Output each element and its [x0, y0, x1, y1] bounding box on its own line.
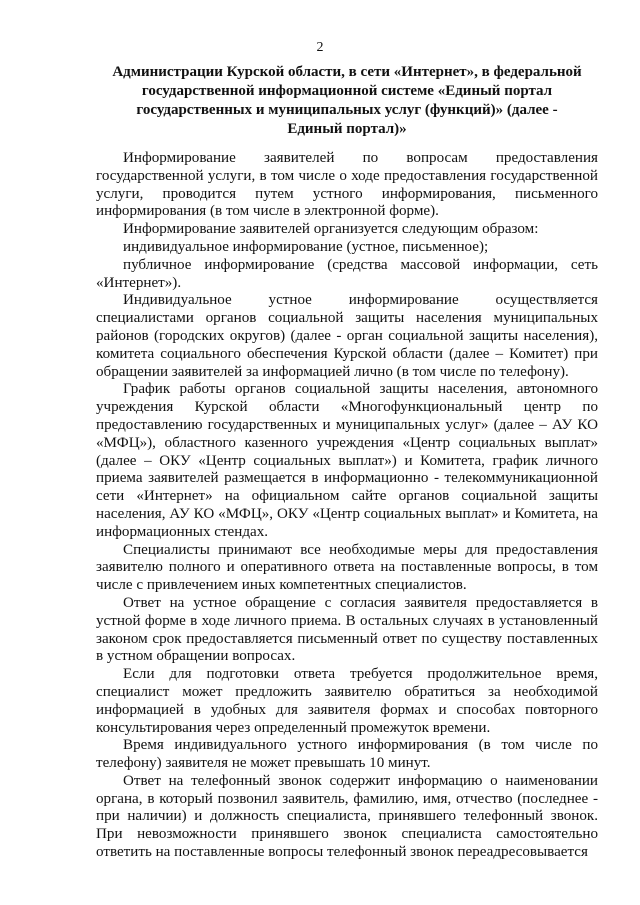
- paragraph: Ответ на телефонный звонок содержит информацию о наименовании органа, в который позвонил заявитель, фамилию, имя, отчество (последнее - при наличии) и должность специалиста, принявшего телефонный звонок. При невозможности принявшего звонок специалиста самостоятельно ответить на поставленные вопросы телефонный звонок переадресовывается: [96, 772, 598, 861]
- paragraph: публичное информирование (средства массовой информации, сеть «Интернет»).: [96, 256, 598, 291]
- paragraph: Информирование заявителей организуется следующим образом:: [123, 221, 539, 238]
- paragraph: индивидуальное информирование (устное, письменное);: [123, 238, 489, 255]
- paragraph: Индивидуальное устное информирование осуществляется специалистами органов социальной защиты населения муниципальных районов (городских округов) (далее - орган социальной защиты населения), комитета социального обеспечения Курской области (далее – Комитет) при обращении заявителей за информацией лично (в том числе по телефону).: [96, 292, 598, 380]
- page-number: 2: [316, 40, 324, 55]
- section-heading: Администрации Курской области, в сети «Интернет», в федеральной государственной информационной системе «Единый портал государственных и муниципальных услуг (функций)» (далее - Единый портал)»: [112, 64, 582, 137]
- paragraph: Время индивидуального устного информирования (в том числе по телефону) заявителя не может превышать 10 минут.: [96, 737, 598, 772]
- paragraph: Ответ на устное обращение с согласия заявителя предоставляется в устной форме в ходе личного приема. В остальных случаях в установленный законом срок предоставляется письменный ответ по существу поставленных в устном обращении вопросах.: [96, 594, 598, 665]
- paragraph: График работы органов социальной защиты населения, автономного учреждения Курской области «Многофункциональный центр по предоставлению государственных и муниципальных услуг» (далее – АУ КО «МФЦ»), областного казенного учреждения «Центр социальных выплат» (далее – ОКУ «Центр социальных выплат») и Комитета, график личного приема заявителей размещается в информационно - телекоммуникационной сети «Интернет» на официальном сайте органов социальной защиты населения, АУ КО «МФЦ», ОКУ «Центр социальных выплат» и Комитета, на информационных стендах.: [96, 381, 598, 540]
- paragraph: Если для подготовки ответа требуется продолжительное время, специалист может предложить заявителю обратиться за необходимой информацией в удобных для заявителя формах и способах повторного консультирования через определенный промежуток времени.: [96, 666, 598, 736]
- paragraph: Специалисты принимают все необходимые меры для предоставления заявителю полного и оперативного ответа на поставленные вопросы, в том числе с привлечением иных компетентных специалистов.: [96, 541, 598, 594]
- document-body: [96, 150, 598, 862]
- paragraph: Информирование заявителей по вопросам предоставления государственной услуги, в том числе о ходе предоставления государственной услуги, проводится путем устного информирования, письменного информирования (в том числе в электронной форме).: [96, 150, 598, 220]
